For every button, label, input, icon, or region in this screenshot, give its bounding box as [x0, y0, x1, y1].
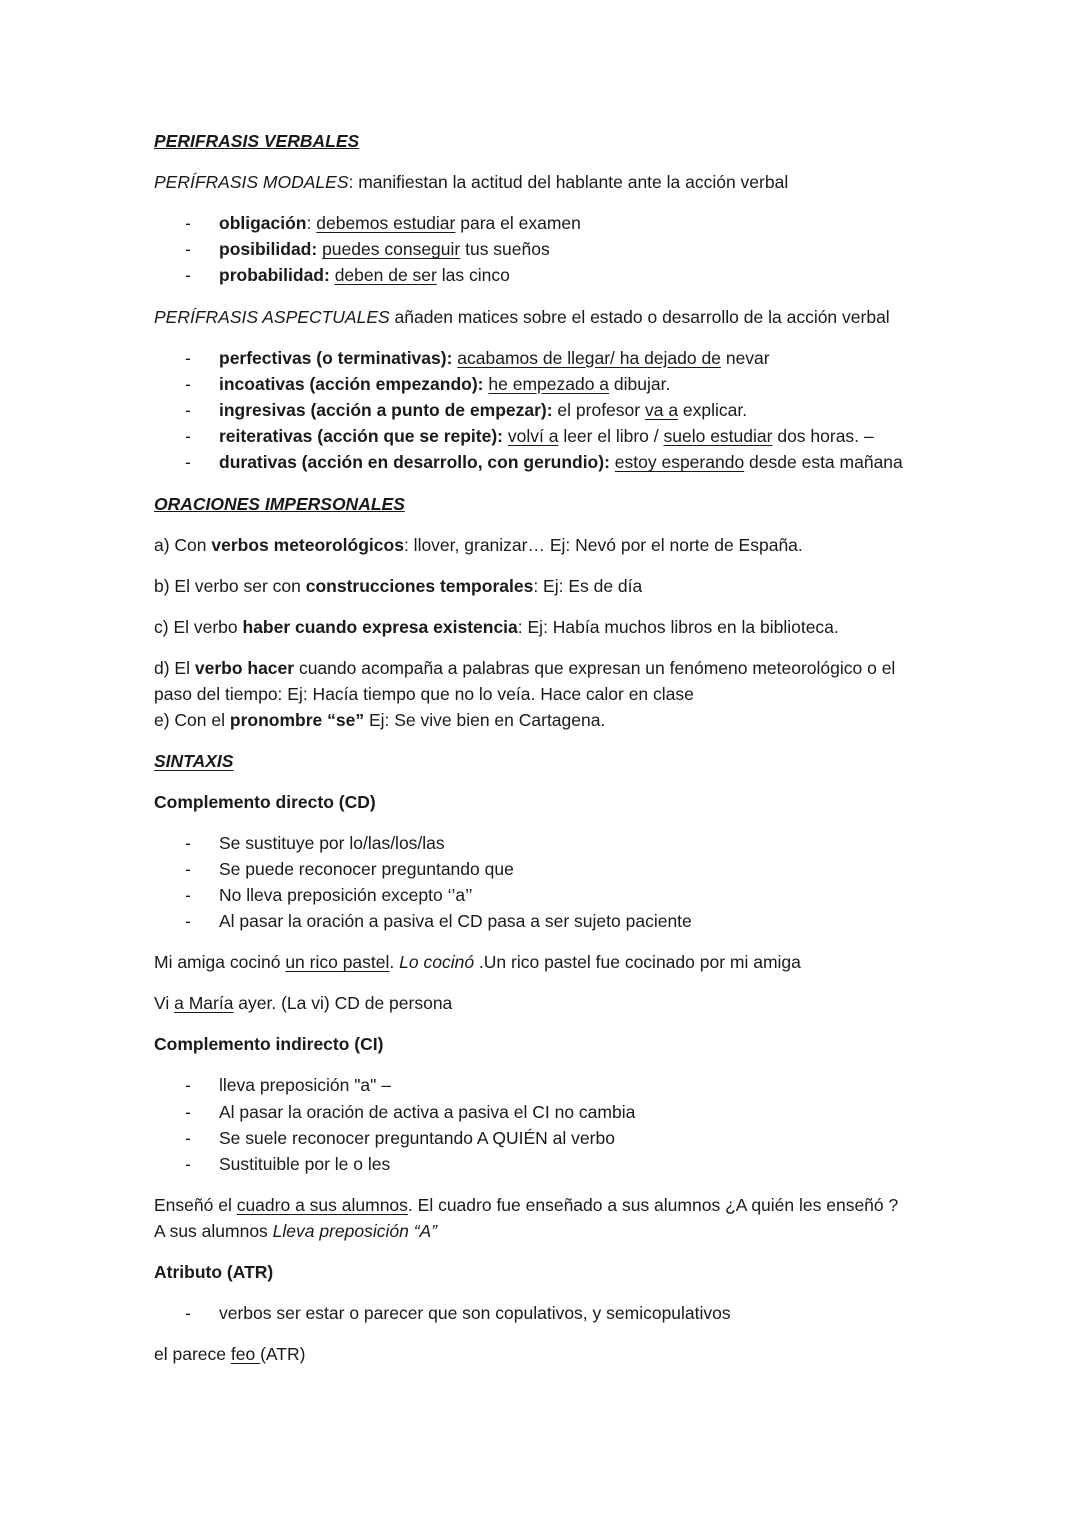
text: . El cuadro fue enseñado a sus alumnos ¿A quién les enseñó ?	[407, 1195, 899, 1216]
item-example: va a	[644, 400, 679, 421]
document-page	[154, 128, 934, 1367]
aspectuales-list	[154, 345, 934, 476]
item-rest: tus sueños	[460, 239, 550, 260]
list-item	[154, 210, 934, 236]
text: ayer. (La vi) CD de persona	[233, 993, 453, 1014]
list-item: - verbos ser estar o parecer que son copulativos, y semicopulativos	[154, 1300, 934, 1326]
list-item: - Al pasar la oración de activa a pasiva el CI no cambia	[154, 1099, 934, 1125]
bold-term: construcciones temporales	[305, 575, 534, 596]
list-item	[154, 262, 934, 288]
underlined-text: feo	[230, 1344, 261, 1365]
item-example: deben de ser	[334, 265, 437, 286]
cd-example-2	[154, 990, 934, 1016]
section-heading: ORACIONES IMPERSONALES	[154, 493, 405, 514]
impersonal-d	[154, 655, 934, 733]
impersonal-b	[154, 573, 934, 599]
list-item: - Se puede reconocer preguntando que	[154, 856, 934, 882]
item-example: puedes conseguir	[322, 239, 461, 260]
item-text: explicar.	[678, 400, 748, 421]
bold-term: verbo hacer	[194, 657, 295, 678]
item-text: leer el libro /	[558, 426, 664, 447]
atr-list	[154, 1300, 934, 1326]
text: (ATR)	[260, 1344, 306, 1365]
item-text: dibujar.	[609, 373, 671, 394]
text: cuando acompaña a palabras que expresan un fenómeno meteorológico o el	[294, 657, 896, 678]
modales-desc: : manifiestan la actitud del hablante ante la acción verbal	[348, 172, 789, 192]
ci-heading: Complemento indirecto (CI)	[154, 1034, 384, 1055]
text: Enseñó el	[154, 1195, 237, 1216]
aspectuales-heading: PERÍFRASIS ASPECTUALES	[154, 306, 390, 327]
item-text: el profesor	[552, 400, 645, 421]
item-text: nevar	[720, 347, 770, 368]
item-term: durativas (acción en desarrollo, con gerundio):	[219, 452, 610, 473]
atr-heading: Atributo (ATR)	[154, 1262, 274, 1283]
list-item	[154, 345, 934, 371]
list-item: - Se suele reconocer preguntando A QUIÉN al verbo	[154, 1125, 934, 1151]
item-text: dos horas. –	[772, 426, 874, 447]
text: Mi amiga cocinó	[154, 952, 286, 973]
text: : Ej: Había muchos libros en la biblioteca.	[517, 616, 839, 637]
item-example: suelo estudiar	[663, 426, 773, 447]
modales-intro	[154, 169, 934, 195]
text: : llover, granizar… Ej: Nevó por el norte de España.	[403, 534, 803, 555]
item-term: incoativas (acción empezando):	[219, 373, 484, 394]
bold-term: verbos meteorológicos	[211, 534, 404, 555]
underlined-text: un rico pastel	[285, 952, 390, 973]
item-example: volví a	[507, 426, 559, 447]
text: .	[389, 952, 400, 973]
text: .Un rico pastel fue cocinado por mi amiga	[474, 952, 801, 973]
item-example: debemos estudiar	[316, 213, 456, 233]
italic-text: Lleva preposición “A”	[272, 1221, 438, 1242]
text: d) El	[154, 657, 195, 678]
item-example: he empezado a	[488, 373, 610, 394]
text: e) Con el	[154, 709, 230, 730]
sintaxis-heading	[154, 748, 934, 774]
aspectuales-intro	[154, 304, 934, 330]
item-rest: las cinco	[436, 265, 510, 286]
underlined-text: cuadro a sus alumnos	[236, 1195, 408, 1216]
section-heading: SINTAXIS	[154, 750, 234, 771]
list-item: - Se sustituye por lo/las/los/las	[154, 830, 934, 856]
text: Vi	[154, 993, 175, 1014]
cd-example-1	[154, 949, 934, 975]
bold-term: pronombre “se”	[229, 709, 365, 730]
underlined-text: a María	[174, 993, 234, 1014]
list-item	[154, 449, 934, 475]
impersonal-a	[154, 532, 934, 558]
item-example: acabamos de llegar/ ha dejado de	[457, 347, 721, 368]
aspectuales-desc: añaden matices sobre el estado o desarrollo de la acción verbal	[389, 306, 890, 327]
text: paso del tiempo: Ej: Hacía tiempo que no lo veía. Hace calor en clase	[154, 683, 694, 704]
item-term: posibilidad:	[219, 239, 318, 260]
list-item	[154, 371, 934, 397]
item-term: probabilidad:	[219, 265, 330, 286]
italic-text: Lo cocinó	[399, 952, 475, 973]
cd-heading: Complemento directo (CD)	[154, 791, 376, 812]
ci-list	[154, 1072, 934, 1177]
item-term: obligación	[219, 213, 307, 233]
bold-term: haber cuando expresa existencia	[242, 616, 518, 637]
item-term: reiterativas (acción que se repite):	[219, 426, 503, 447]
list-item	[154, 397, 934, 423]
page-title	[154, 128, 934, 154]
cd-list	[154, 830, 934, 935]
list-item: - Sustituible por le o les	[154, 1151, 934, 1177]
list-item: - No lleva preposición excepto ‘’a’’	[154, 882, 934, 908]
item-term: perfectivas (o terminativas):	[219, 347, 453, 368]
modales-heading: PERÍFRASIS MODALES	[154, 172, 349, 192]
item-example: estoy esperando	[614, 452, 745, 473]
ci-example	[154, 1192, 934, 1244]
item-text: desde esta mañana	[744, 452, 903, 473]
item-rest: para el examen	[455, 213, 581, 233]
atr-example	[154, 1341, 934, 1367]
impersonales-heading	[154, 491, 934, 517]
text: : Ej: Es de día	[533, 575, 643, 596]
title-text: PERIFRASIS VERBALES	[154, 131, 360, 151]
text: el parece	[154, 1344, 231, 1365]
text: c) El verbo	[154, 616, 243, 637]
list-item	[154, 236, 934, 262]
text: a) Con	[154, 534, 212, 555]
list-item: - lleva preposición "a" –	[154, 1072, 934, 1098]
text: A sus alumnos	[154, 1221, 273, 1242]
item-term: ingresivas (acción a punto de empezar):	[219, 400, 553, 421]
modales-list	[154, 210, 934, 289]
text: b) El verbo ser con	[154, 575, 306, 596]
impersonal-c	[154, 614, 934, 640]
text: Ej: Se vive bien en Cartagena.	[364, 709, 606, 730]
list-item: - Al pasar la oración a pasiva el CD pasa a ser sujeto paciente	[154, 908, 934, 934]
list-item	[154, 423, 934, 449]
item-sep: :	[306, 213, 312, 233]
